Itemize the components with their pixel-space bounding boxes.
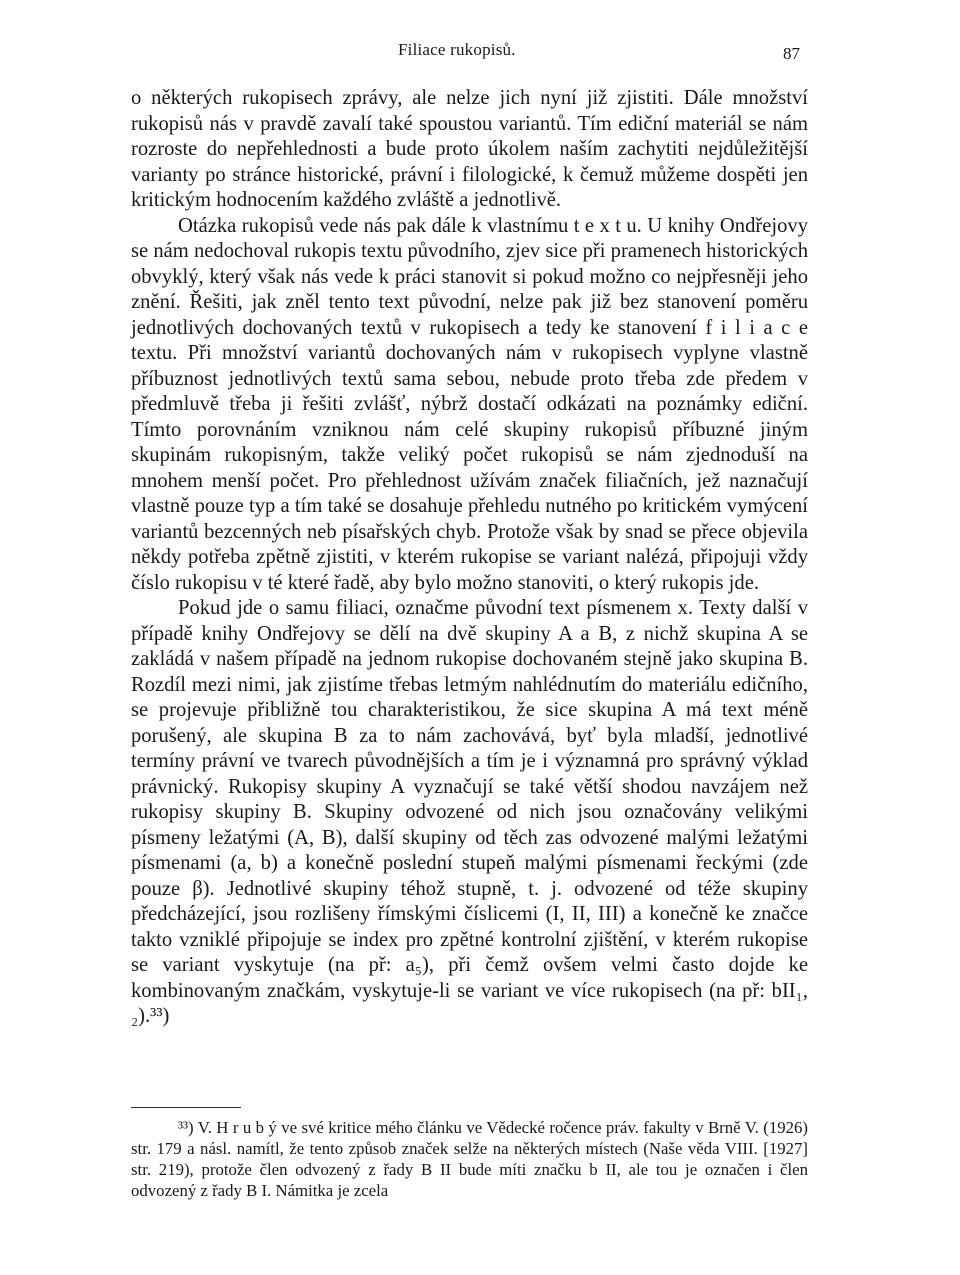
running-head-title: Filiace rukopisů. xyxy=(398,40,516,59)
body-text xyxy=(131,86,808,1030)
paragraph-2: Otázka rukopisů vede nás pak dále k vlastnímu t e x t u. U knihy Ondřejovy se nám nedochoval rukopis textu původního, zjev sice při pramenech historických obvyklý, který však nás vede k práci stanovit si pokud možno co nejpřesněji jeho znění. Řešiti, jak zněl tento text původní, nelze pak již bez stanovení poměru jednotlivých dochovaných textů v rukopisech a tedy ke stanovení f i l i a c e textu. Při množství variantů dochovaných nám v rukopisech vyplyne vlastně příbuznost jednotlivých textů sama sebou, nebude proto třeba zde předem v předmluvě třeba ji řešiti zvlášť, nýbrž dostačí odkázati na poznámky ediční. Tímto porovnáním vzniknou nám celé skupiny rukopisů příbuzné jiným skupinám rukopisným, takže veliký počet rukopisů se nám zjednoduší na mnohem menší počet. Pro přehlednost užívám značek filiačních, jež naznačují vlastně pouze typ a tím také se dosahuje přehledu nutného po kritickém vymýcení variantů bezcenných neb písařských chyb. Protože však by snad se přece objevila někdy potřeba zpětně zjistiti, v kterém rukopise se variant nalézá, připojuji vždy číslo rukopisu v té které řadě, aby bylo možno stanoviti, o který rukopis jde. xyxy=(131,214,808,594)
footnote-divider xyxy=(131,1107,241,1108)
paragraph-1: o některých rukopisech zprávy, ale nelze jich nyní již zjistiti. Dále množství rukopisů nás v pravdě zavalí také spoustou variantů. Tím ediční materiál se nám rozroste do nepřehlednosti a bude proto úkolem naším zachytiti nejdůležitější varianty po stránce historické, právní i filologické, k čemuž můžeme dospěti jen kritickým hodnocením každého zvláště a jednotlivě. xyxy=(131,87,808,211)
page-number: 87 xyxy=(783,44,800,63)
paragraph-3: Pokud jde o samu filiaci, označme původní text písmenem x. Texty další v případě knihy Ondřejovy se dělí na dvě skupiny A a B, z nichž skupina A se zakládá v našem případě na jednom rukopise dochovaném stejně jako skupina B. Rozdíl mezi nimi, jak zjistíme třebas letmým nahlédnutím do materiálu edičního, se projevuje přibližně tou charakteristikou, že sice skupina A má text méně porušený, ale skupina B za to nám zachovává, byť byla mladší, jednotlivé termíny právní ve tvarech původnějších a tím je i významná pro správný výklad právnický. Rukopisy skupiny A vyznačují se také větší shodou navzájem než rukopisy skupiny B. Skupiny odvozené od nich jsou označovány velikými písmeny ležatými (A, B), další skupiny od těch zas odvozené malými ležatými písmenami (a, b) a konečně poslední stupeň malými písmenami řeckými (zde pouze β). Jednotlivé skupiny téhož stupně, t. j. odvozené od téže skupiny předcházející, jsou rozlišeny římskými číslicemi (I, II, III) a konečně ke značce takto vzniklé připojuje se index pro zpětné kontrolní zjištění, v kterém rukopise se variant vyskytuje (na př: a₅), při čemž ovšem velmi často dojde ke kombinovaným značkám, vyskytuje-li se variant ve více rukopisech (na př: bII₁, ₂).³³) xyxy=(131,597,808,1027)
footnotes xyxy=(131,1117,808,1201)
running-head xyxy=(0,40,960,64)
footnote-33: ³³) V. H r u b ý ve své kritice mého článku ve Vědecké ročence práv. fakulty v Brně V. (1926) str. 179 a násl. namítl, že tento způsob značek selže na některých místech (Naše věda VIII. [1927] str. 219), protože člen odvozený z řady B II bude míti značku b II, ale tou je označen i člen odvozený z řady B I. Námitka je zcela xyxy=(131,1118,808,1200)
